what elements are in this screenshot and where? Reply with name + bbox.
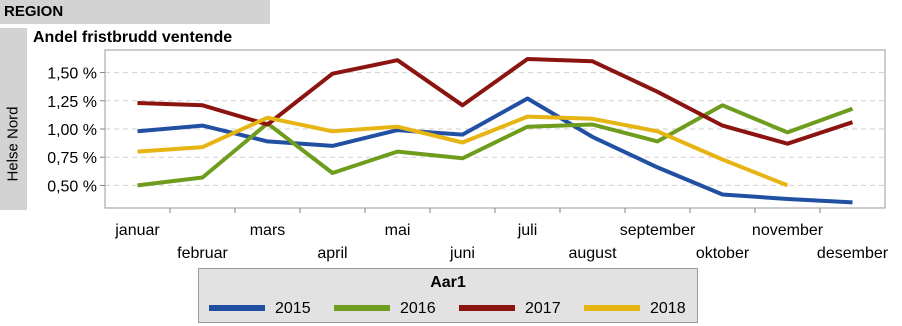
- x-tick-label: august: [568, 245, 617, 262]
- x-tick-label: oktober: [695, 245, 750, 262]
- x-tick-label: mai: [384, 222, 411, 239]
- legend-label: 2018: [650, 300, 686, 317]
- x-tick-label: april: [317, 245, 348, 262]
- legend-label: 2015: [275, 300, 311, 317]
- legend-swatch: [334, 305, 390, 311]
- legend-swatch: [584, 305, 640, 311]
- y-tick-label: 0,50 %: [47, 178, 97, 196]
- x-tick-label: september: [619, 222, 696, 239]
- legend-title: Aar1: [430, 274, 466, 291]
- x-tick-label: mars: [249, 222, 286, 239]
- legend-label: 2017: [525, 300, 561, 317]
- x-tick-label: juni: [450, 245, 475, 262]
- x-tick-label: november: [751, 222, 824, 239]
- chart-title: Andel fristbrudd ventende: [33, 29, 233, 46]
- x-tick-label: juli: [517, 222, 538, 239]
- legend: [198, 268, 698, 323]
- y-tick-label: 1,50 %: [47, 65, 97, 83]
- y-tick-label: 0,75 %: [47, 150, 97, 168]
- region-label: REGION: [4, 3, 64, 20]
- y-tick-label: 1,00 %: [47, 122, 97, 139]
- x-tick-label: februar: [177, 245, 228, 262]
- row-label: Helse Nord: [4, 106, 22, 182]
- legend-swatch: [209, 305, 265, 311]
- legend-swatch: [459, 305, 515, 311]
- legend-label: 2016: [400, 300, 436, 317]
- x-tick-label: januar: [115, 222, 160, 239]
- y-tick-label: 1,25 %: [47, 93, 97, 111]
- x-tick-label: desember: [816, 245, 889, 262]
